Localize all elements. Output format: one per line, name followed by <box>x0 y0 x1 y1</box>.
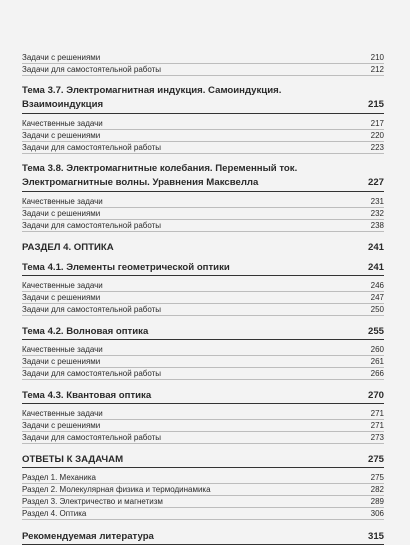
section-title-line: Тема 3.7. Электромагнитная индукция. Самоиндукция. <box>22 85 282 96</box>
toc-entry <box>22 52 384 64</box>
section-heading-3-8 <box>22 162 384 192</box>
entry-label: Задачи для самостоятельной работы <box>22 65 162 74</box>
section-page: 241 <box>367 262 384 273</box>
section-heading-3-7 <box>22 84 384 114</box>
toc-entry <box>22 484 384 496</box>
toc-entry <box>22 408 384 420</box>
toc-entry <box>22 142 384 154</box>
section-page: 227 <box>367 177 384 188</box>
toc-entry <box>22 496 384 508</box>
entry-page: 271 <box>370 421 384 430</box>
entry-page: 260 <box>370 345 384 354</box>
entry-page: 232 <box>370 209 384 218</box>
entry-page: 231 <box>370 197 384 206</box>
entry-label: Задачи для самостоятельной работы <box>22 305 162 314</box>
entry-page: 212 <box>370 65 384 74</box>
entry-label: Задачи с решениями <box>22 357 101 366</box>
toc-entry <box>22 292 384 304</box>
toc-entry <box>22 304 384 316</box>
toc-entry <box>22 220 384 232</box>
toc-entry <box>22 64 384 76</box>
entry-page: 271 <box>370 409 384 418</box>
entry-label: Задачи для самостоятельной работы <box>22 143 162 152</box>
toc-entry <box>22 208 384 220</box>
entry-label: Качественные задачи <box>22 197 103 206</box>
section-heading-4-3 <box>22 388 384 404</box>
section-title-line: Взаимоиндукция <box>22 99 104 110</box>
section-page: 215 <box>367 99 384 110</box>
part-title: РАЗДЕЛ 4. ОПТИКА <box>22 242 114 253</box>
toc-entry <box>22 118 384 130</box>
entry-page: 220 <box>370 131 384 140</box>
toc-entry <box>22 344 384 356</box>
entry-label: Качественные задачи <box>22 119 103 128</box>
entry-page: 247 <box>370 293 384 302</box>
section-page: 255 <box>367 326 384 337</box>
answers-page: 275 <box>367 454 384 465</box>
answers-heading <box>22 452 384 468</box>
entry-page: 250 <box>370 305 384 314</box>
entry-page: 238 <box>370 221 384 230</box>
entry-label: Качественные задачи <box>22 409 103 418</box>
entry-page: 217 <box>370 119 384 128</box>
entry-label: Раздел 3. Электричество и магнетизм <box>22 497 163 506</box>
entry-page: 282 <box>370 485 384 494</box>
entry-page: 289 <box>370 497 384 506</box>
entry-page: 275 <box>370 473 384 482</box>
entry-label: Задачи с решениями <box>22 131 101 140</box>
entry-page: 223 <box>370 143 384 152</box>
entry-label: Задачи с решениями <box>22 209 101 218</box>
answers-title: ОТВЕТЫ К ЗАДАЧАМ <box>22 454 124 465</box>
toc-entry <box>22 420 384 432</box>
entry-label: Задачи с решениями <box>22 293 101 302</box>
toc-entry <box>22 196 384 208</box>
entry-label: Задачи для самостоятельной работы <box>22 369 162 378</box>
entry-label: Раздел 4. Оптика <box>22 509 87 518</box>
entry-page: 266 <box>370 369 384 378</box>
toc-entry <box>22 432 384 444</box>
section-title: Тема 4.2. Волновая оптика <box>22 326 149 337</box>
section-heading-4-2 <box>22 324 384 340</box>
section-page: 270 <box>367 390 384 401</box>
entry-label: Качественные задачи <box>22 281 103 290</box>
entry-label: Задачи с решениями <box>22 53 101 62</box>
section-title: Тема 4.3. Квантовая оптика <box>22 390 152 401</box>
entry-page: 261 <box>370 357 384 366</box>
entry-page: 210 <box>370 53 384 62</box>
entry-label: Качественные задачи <box>22 345 103 354</box>
toc-entry <box>22 508 384 520</box>
entry-label: Задачи для самостоятельной работы <box>22 221 162 230</box>
entry-page: 306 <box>370 509 384 518</box>
entry-label: Задачи с решениями <box>22 421 101 430</box>
literature-page: 315 <box>367 531 384 542</box>
toc-entry <box>22 130 384 142</box>
entry-page: 273 <box>370 433 384 442</box>
section-title-line: Тема 3.8. Электромагнитные колебания. Переменный ток. <box>22 163 298 174</box>
literature-heading <box>22 529 384 545</box>
part-page: 241 <box>367 242 384 253</box>
literature-title: Рекомендуемая литература <box>22 531 154 542</box>
entry-label: Задачи для самостоятельной работы <box>22 433 162 442</box>
section-heading-4-1 <box>22 260 384 276</box>
toc-entry <box>22 368 384 380</box>
section-title: Тема 4.1. Элементы геометрической оптики <box>22 262 230 273</box>
section-title-line: Электромагнитные волны. Уравнения Максвелла <box>22 177 259 188</box>
entry-page: 246 <box>370 281 384 290</box>
toc-entry <box>22 472 384 484</box>
toc-entry <box>22 280 384 292</box>
toc-entry <box>22 356 384 368</box>
entry-label: Раздел 2. Молекулярная физика и термодинамика <box>22 485 211 494</box>
entry-label: Раздел 1. Механика <box>22 473 96 482</box>
part-heading-4 <box>22 240 384 254</box>
